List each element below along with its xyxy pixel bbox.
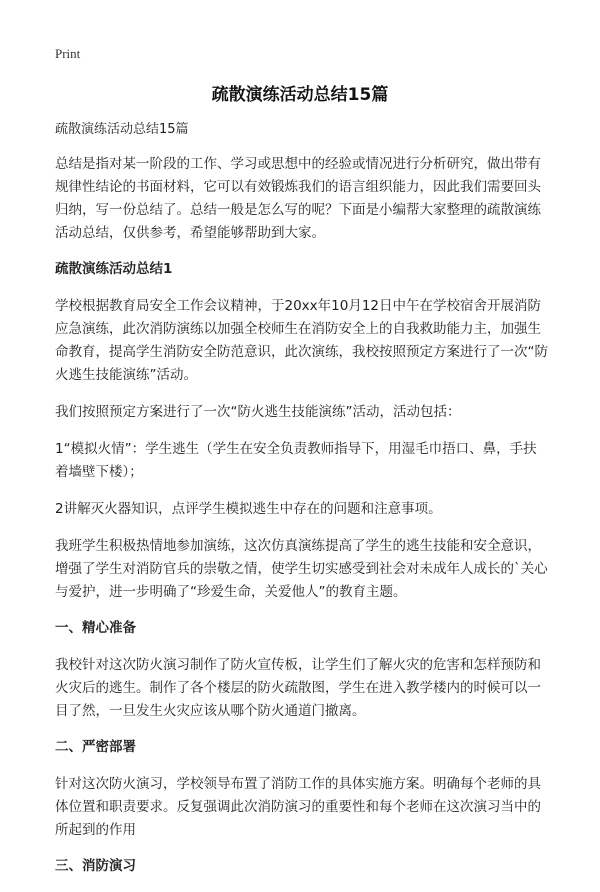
paragraph: 我班学生积极热情地参加演练，这次仿真演练提高了学生的逃生技能和安全意识，增强了学生对消防官兵的崇敬之情，使学生切实感受到社会对未成年人成长的`关心与爱护，进一步明确了“珍爱生命，关爱他人”的教育主题。 [55,538,548,600]
paragraph: 针对这次防火演习，学校领导布置了消防工作的具体实施方案。明确每个老师的具体位置和职责要求。反复强调此次消防演习的重要性和每个老师在这次演习当中的所起到的作用 [55,776,541,838]
paragraph: 我们按照预定方案进行了一次“防火逃生技能演练”活动，活动包括： [55,404,461,420]
paragraph: 我校针对这次防火演习制作了防火宣传板，让学生们了解火灾的危害和怎样预防和火灾后的逃生。制作了各个楼层的防火疏散图，学生在进入教学楼内的时候可以一目了然，一旦发生火灾应该从哪个防火通道门撤离。 [55,657,541,719]
paragraph: 学校根据教育局安全工作会议精神，于20xx年10月12日中午在学校宿舍开展消防应急演练，此次消防演练以加强全校师生在消防安全上的自我救助能力主，加强生命教育，提高学生消防安全防范意识，此次演练，我校按照预定方案进行了一次“防火逃生技能演练”活动。 [55,298,548,383]
page-title: 疏散演练活动总结15篇 [211,85,389,105]
section-heading: 疏散演练活动总结1 [55,261,173,277]
subsection-heading: 二、严密部署 [55,739,136,755]
article-subtitle: 疏散演练活动总结15篇 [55,122,189,137]
article-body [55,120,550,892]
paragraph: 1“模拟火情”：学生逃生（学生在安全负责教师指导下，用湿毛巾捂口、鼻，手扶着墙壁下楼）； [55,441,537,480]
print-link[interactable]: Print [55,46,81,61]
paragraph: 2讲解灭火器知识，点评学生模拟逃生中存在的问题和注意事项。 [55,501,442,517]
intro-paragraph: 总结是指对某一阶段的工作、学习或思想中的经验或情况进行分析研究，做出带有规律性结论的书面材料，它可以有效锻炼我们的语言组织能力，因此我们需要回头归纳，写一份总结了。总结一般是怎么写的呢？下面是小编帮大家整理的疏散演练活动总结，仅供参考，希望能够帮助到大家。 [55,156,541,241]
subsection-heading: 三、消防演习 [55,858,136,874]
subsection-heading: 一、精心准备 [55,620,136,636]
